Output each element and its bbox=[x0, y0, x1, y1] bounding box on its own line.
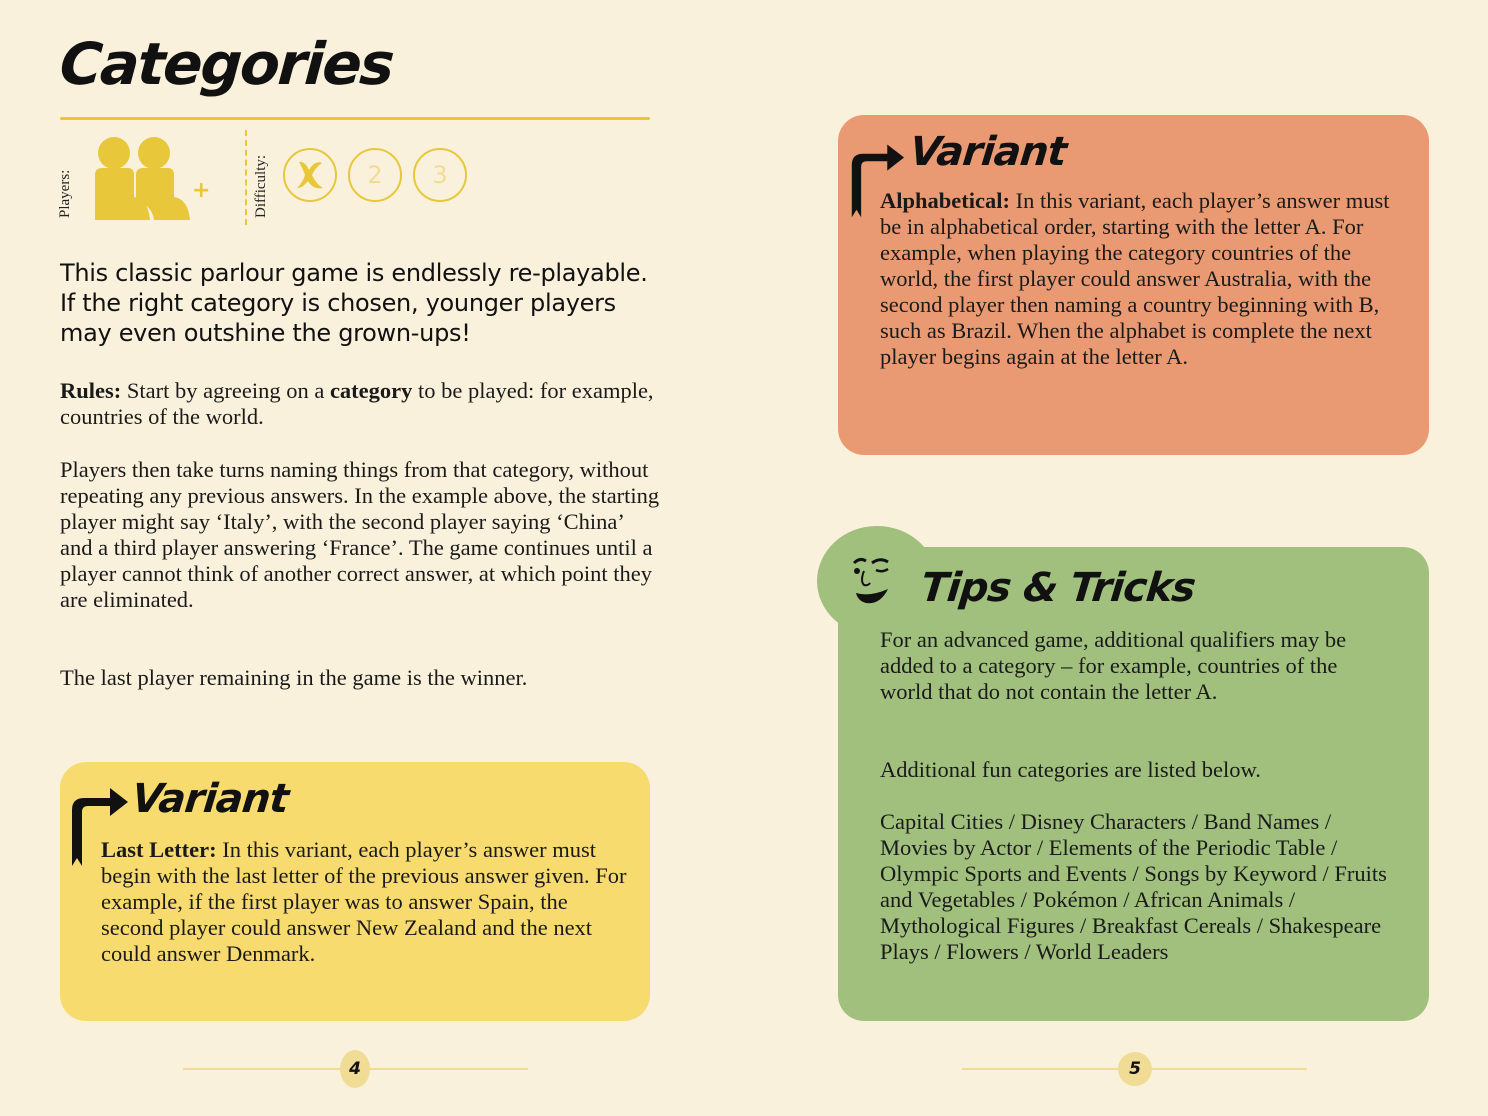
svg-text:+: + bbox=[192, 178, 211, 203]
variant-text bbox=[101, 837, 631, 967]
tips-heading: Tips & Tricks bbox=[918, 565, 1198, 611]
page-number: 4 bbox=[340, 1050, 370, 1088]
variant-lead: Last Letter: bbox=[101, 837, 217, 862]
title-divider bbox=[60, 117, 650, 120]
tips-paragraph-2: Additional fun categories are listed below. bbox=[880, 757, 1261, 782]
variant-heading: Variant bbox=[907, 129, 1069, 175]
rules-text-b: to be played: for example, countries of the world. bbox=[60, 378, 654, 429]
difficulty-level-1-selected bbox=[283, 148, 337, 202]
difficulty-label: Difficulty: bbox=[253, 154, 269, 218]
variant-box-alphabetical bbox=[838, 115, 1429, 455]
rules-paragraph bbox=[60, 378, 660, 430]
game-meta bbox=[55, 130, 655, 225]
players-label: Players: bbox=[57, 169, 73, 218]
variant-text bbox=[880, 188, 1400, 370]
variant-box-last-letter bbox=[60, 762, 650, 1021]
variant-body: In this variant, each player’s answer must be in alphabetical order, starting with the letter A. For example, when playing the category countries of the world, the first player could answer Australia, with the second player then naming a country beginning with B, such as Brazil. When the alphabet is complete the next player begins again at the letter A. bbox=[880, 188, 1390, 369]
two-people-plus-icon bbox=[92, 135, 212, 220]
meta-divider bbox=[245, 130, 247, 225]
cross-mark-icon bbox=[293, 158, 327, 192]
tips-paragraph-1: For an advanced game, additional qualifiers may be added to a category – for example, countries of the world that do not contain the letter A. bbox=[880, 627, 1347, 704]
categories-list: Capital Cities / Disney Characters / Band Names / Movies by Actor / Elements of the Periodic Table / Olympic Sports and Events / Songs by Keyword / Fruits and Vegetables / Pokémon / African Animals / Mythological Figures / Breakfast Cereals / Shakespeare Plays / Flowers / World Leaders bbox=[880, 809, 1387, 964]
right-page bbox=[744, 0, 1488, 1116]
page-title: Categories bbox=[57, 30, 395, 98]
rules-text-a: Start by agreeing on a bbox=[121, 378, 330, 403]
rules-bold-word: category bbox=[329, 378, 413, 403]
winking-face-icon bbox=[848, 553, 896, 609]
tips-tricks-box bbox=[838, 547, 1429, 1021]
difficulty-level-2: 2 bbox=[348, 148, 402, 202]
intro-text: This classic parlour game is endlessly re-playable. If the right category is chosen, younger players may even outshine the grown-ups! bbox=[60, 259, 648, 347]
winner-paragraph: The last player remaining in the game is the winner. bbox=[60, 665, 528, 690]
variant-lead: Alphabetical: bbox=[880, 188, 1011, 213]
variant-body: In this variant, each player’s answer must begin with the last letter of the previous answer given. For example, if the first player was to answer Spain, the second player could answer New Zealand and the next could answer Denmark. bbox=[101, 837, 627, 966]
variant-heading: Variant bbox=[129, 776, 291, 822]
difficulty-level-3: 3 bbox=[413, 148, 467, 202]
page-number: 5 bbox=[1118, 1052, 1152, 1086]
rules-lead: Rules: bbox=[60, 378, 122, 403]
gameplay-paragraph: Players then take turns naming things from that category, without repeating any previous answers. In the example above, the starting player might say ‘Italy’, with the second player saying ‘China’ and a third player answering ‘France’. The game continues until a player cannot think of another correct answer, at which point they are eliminated. bbox=[60, 457, 660, 612]
